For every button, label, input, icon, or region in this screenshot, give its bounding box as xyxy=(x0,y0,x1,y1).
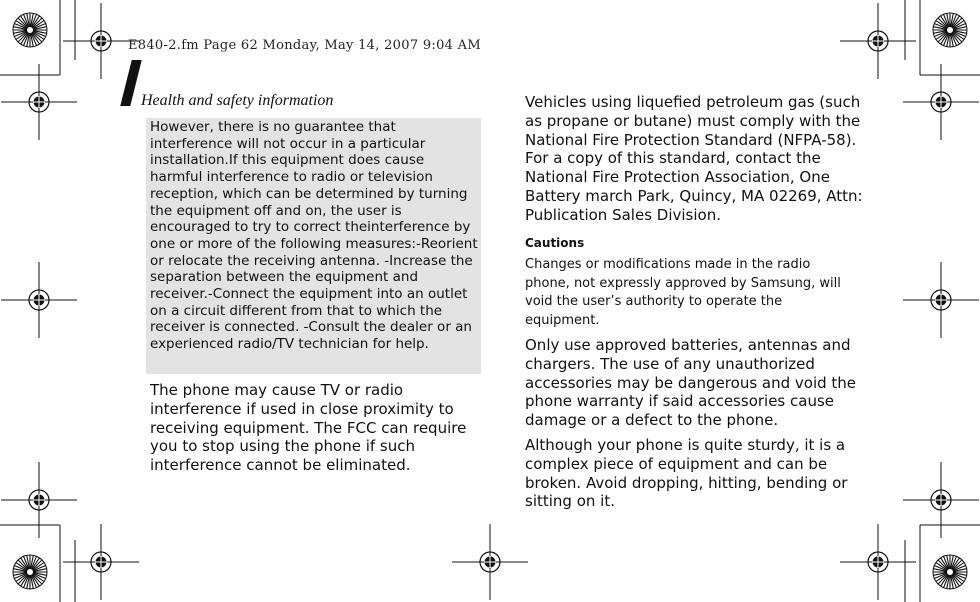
star-target-bottom-right xyxy=(933,555,967,589)
file-slug: E840-2.fm Page 62 Monday, May 14, 2007 9:04 AM xyxy=(128,38,481,53)
cautions-heading: Cautions xyxy=(525,236,585,250)
section-title: Health and safety information xyxy=(141,92,334,109)
left-paragraph: The phone may cause TV or radio interference if used in close proximity to receiving equipment. The FCC can require you to stop using the phone if such interference cannot be eliminated. xyxy=(150,381,467,475)
note-box-text: However, there is no guarantee that interference will not occur in a particular installation.If this equipment does cause harmful interference to radio or television reception, which can be determined by turning the equipment off and on, the user is encouraged to try to correct theinterference by one or more of the following measures:-Reorient or relocate the receiving antenna. -Increase the separation between the equipment and receiver.-Connect the equipment into an outlet on a circuit different from that to which the receiver is connected. -Consult the dealer or an experienced radio/TV technician for help. xyxy=(150,119,478,353)
star-target-top-right xyxy=(933,13,967,47)
sturdy-paragraph: Although your phone is quite sturdy, it is a complex piece of equipment and can be broken. Avoid dropping, hitting, bending or sitting on it. xyxy=(525,436,848,511)
star-target-top-left xyxy=(13,13,47,47)
cautions-body: Changes or modifications made in the radio phone, not expressly approved by Samsung, will void the user’s authority to operate the equipment. xyxy=(525,257,841,328)
accessories-paragraph: Only use approved batteries, antennas and chargers. The use of any unauthorized accessories may be dangerous and void the phone warranty if said accessories cause damage or a defect to the phone. xyxy=(525,336,857,430)
star-target-bottom-left xyxy=(13,555,47,589)
lpg-paragraph: Vehicles using liquefied petroleum gas (such as propane or butane) must comply with the National Fire Protection Standard (NFPA-58). For a copy of this standard, contact the National Fire Protection Association, One Battery march Park, Quincy, MA 02269, Attn: Publication Sales Division. xyxy=(525,93,863,224)
